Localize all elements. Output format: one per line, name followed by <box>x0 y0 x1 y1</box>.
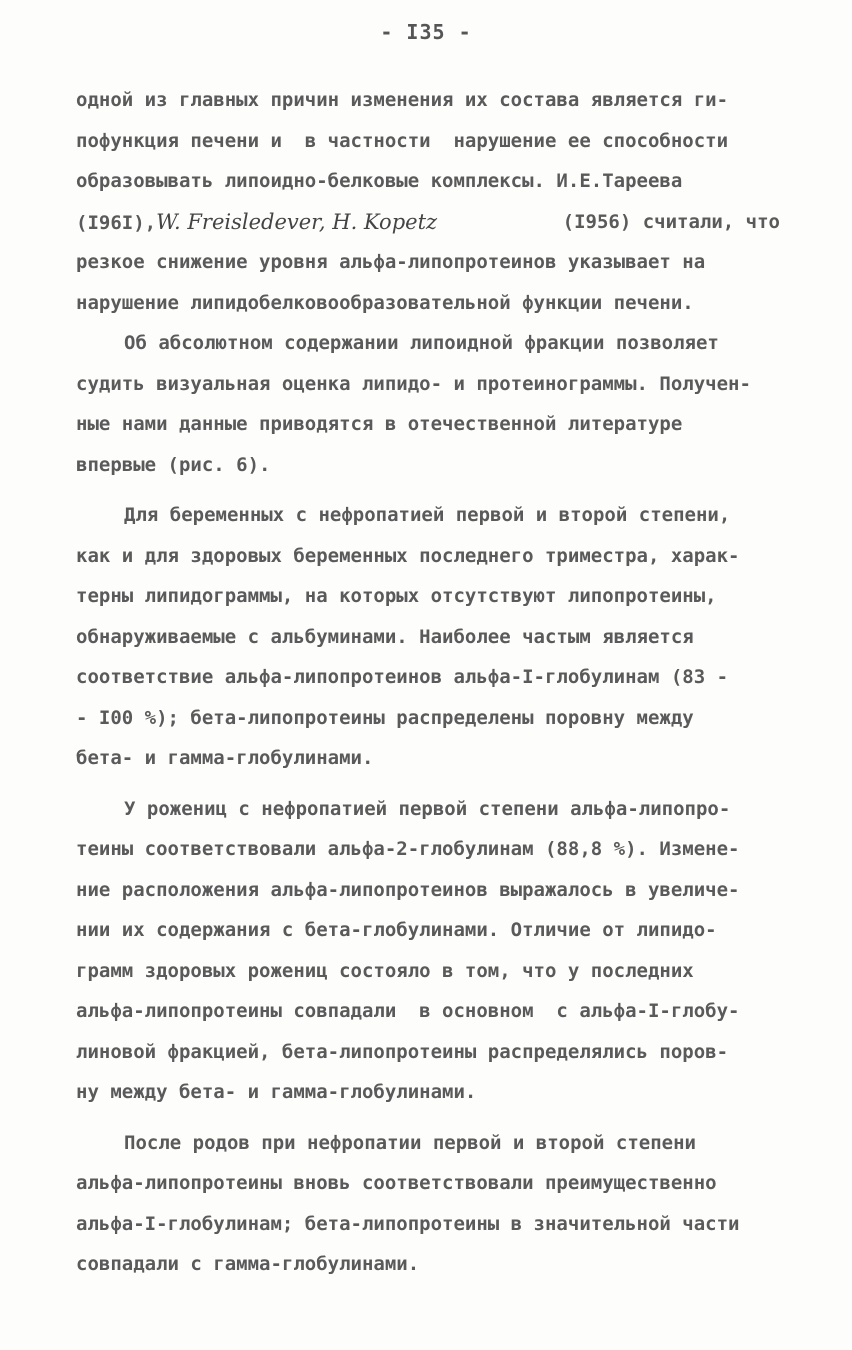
text-line: ну между бета- и гамма-глобулинами. <box>76 1081 477 1103</box>
paragraph-spacer <box>76 779 780 789</box>
text-line: линовой фракцией, бета-липопротеины распределялись поров- <box>76 1040 729 1063</box>
text-line: обнаруживаемые с альбуминами. Наиболее частым является <box>76 625 694 648</box>
text-line: как и для здоровых беременных последнего триместра, харак- <box>76 544 740 567</box>
text-line: - I00 %); бета-липопротеины распределены поровну между <box>76 706 694 729</box>
paragraph-first-line: Об абсолютном содержании липоидной фракции позволяет <box>124 332 719 354</box>
line-tail: (I956) считали, что <box>562 210 780 233</box>
text-line: альфа-I-глобулинам; бета-липопротеины в значительной части <box>76 1212 740 1235</box>
text-line: впервые (рис. 6). <box>76 453 271 476</box>
text-line: теины соответствовали альфа-2-глобулинам (88,8 %). Измене- <box>76 838 740 860</box>
text-line: образовывать липоидно-белковые комплексы. И.Е.Тареева <box>76 170 683 192</box>
paragraph-first-line: У рожениц с нефропатией первой степени альфа-липопро- <box>124 797 731 820</box>
text-line: нии их содержания с бета-глобулинами. Отличие от липидо- <box>76 919 717 941</box>
text-line: ние расположения альфа-липопротеинов выражалось в увеличе- <box>76 878 740 901</box>
text-line: соответствие альфа-липопротеинов альфа-I-глобулинам (83 - <box>76 666 729 688</box>
paragraph-first-line: После родов при нефропатии первой и второй степени <box>124 1131 696 1154</box>
text-line: пофункция печени и в частности нарушение ее способности <box>76 129 729 152</box>
text-line-with-authors <box>76 202 780 243</box>
paragraph-first-line: Для беременных с нефропатией первой и второй степени, <box>124 504 731 526</box>
text-line: совпадали с гамма-глобулинами. <box>76 1253 420 1275</box>
text-line: альфа-липопротеины совпадали в основном с альфа-I-глобу- <box>76 1000 740 1022</box>
body-text <box>76 80 780 1285</box>
paragraph-spacer <box>76 485 780 495</box>
text-line: судить визуальная оценка липидо- и протеинограммы. Получен- <box>76 372 751 395</box>
paragraph-spacer <box>76 1113 780 1123</box>
text-line: альфа-липопротеины вновь соответствовали преимущественно <box>76 1172 717 1194</box>
text-line: одной из главных причин изменения их состава является ги- <box>76 89 729 111</box>
year-citation: (I96I),W. Freisledever, H. Kopetz <box>76 209 438 234</box>
text-line: грамм здоровых рожениц состояло в том, что у последних <box>76 959 694 982</box>
text-line: терны липидограммы, на которых отсутствуют липопротеины, <box>76 585 717 607</box>
text-line: нарушение липидобелковообразовательной функции печени. <box>76 291 694 314</box>
text-line: резкое снижение уровня альфа-липопротеинов указывает на <box>76 251 706 273</box>
text-line: бета- и гамма-глобулинами. <box>76 747 374 769</box>
text-line: ные нами данные приводятся в отечественной литературе <box>76 413 683 435</box>
handwritten-authors: W. Freisledever, H. Kopetz <box>156 209 438 234</box>
page-number: - I35 - <box>380 20 472 44</box>
